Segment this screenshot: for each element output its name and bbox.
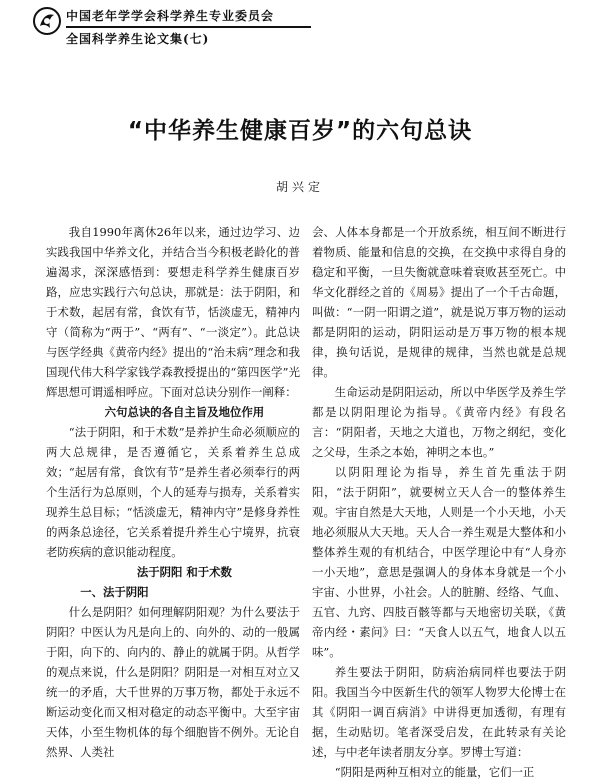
- article-title: “中华养生健康百岁”的六句总诀: [127, 118, 473, 144]
- header-divider: [66, 26, 311, 28]
- right-column: [312, 222, 566, 782]
- header-society-name: 中国老年学学会科学养生专业委员会: [66, 9, 275, 23]
- subsection-heading: 一、法于阴阳: [80, 585, 149, 599]
- paragraph: 会、人体本身都是一个开放系统，相互间不断进行着物质、能量和信息的交换，在交换中求得自身的稳定和平衡，一旦失衡就意味着衰败甚至死亡。中华文化群经之首的《周易》提出了一个千古命题，叫做：“一阴一阳谓之道”，就是说万事万物的运动都是阴阳的运动，阴阳运动是万事万物的根本规律，换句话说，是规律的规律，当然也就是总规律。: [312, 225, 566, 379]
- paragraph: 我自1990年离休26年以来，通过边学习、边实践我国中华养文化，并结合当今积极老龄化的普遍渴求，深深感悟到：要想走科学养生健康百岁路，应忠实践行六句总诀，那就是：法于阴阳，和于术数，起居有常，食饮有节，恬淡虚无，精神内守（简称为“两于”、“两有”、“一淡定”）。此总诀与医学经典《黄帝内经》提出的“治未病”理念和我国现代伟大科学家钱学森教授提出的“第四医学”光辉思想可谓遥相呼应。下面对总诀分别作一阐释：: [46, 225, 300, 399]
- paragraph: 生命运动是阴阳运动，所以中华医学及养生学都是以阴阳理论为指导。《黄帝内经》有段名言：“阴阳者，天地之大道也，万物之纲纪，变化之父母，生杀之本始，神明之本也。”: [312, 385, 566, 459]
- paragraph: “阴阳是两种互相对立的能量，它们一正: [334, 765, 535, 779]
- article-author: 胡兴定: [275, 180, 324, 194]
- paragraph: 以阴阳理论为指导，养生首先重法于阴阳，“法于阴阳”，就要树立天人合一的整体养生观。宇宙自然是大天地，人则是一个小天地，小天地必须服从大天地。天人合一养生观是大整体和小整体养生观的有机结合，中医学理论中有“人身亦一小天地”，意思是强调人的身体本身就是一个小宇宙、小世界，小社会。人的脏腑、经络、气血、五官、九窍、四肢百骸等都与天地密切关联，《黄帝内经・素问》曰：“天食人以五气，地食人以五味”。: [312, 465, 566, 659]
- left-column: [46, 222, 300, 762]
- paragraph: 什么是阴阳？如何理解阴阳观？为什么要法于阴阳？中医认为凡是向上的、向外的、动的一般属于阳，向下的、向内的、静止的就属于阴。从哲学的观点来说，什么是阴阳？阴阳是一对相互对立又统一的矛盾，大千世界的万事万物，都处于永远不断运动变化而又相对稳定的动态平衡中。大至宇宙天体，小至生物机体的每个细胞皆不例外。无论自然界、人类社: [46, 605, 300, 759]
- section-heading: 六句总诀的各自主旨及地位作用: [104, 405, 265, 419]
- paragraph: 养生要法于阴阳，防病治病同样也要法于阴阳。我国当今中医新生代的领军人物罗大伦博士在其《阴阳一调百病消》中讲得更加透彻，有理有据，生动贴切。笔者深受启发，在此转录有关论述，与中老年读者朋友分享。罗博士写道：: [312, 665, 566, 759]
- section-heading: 法于阴阳 和于术数: [136, 565, 232, 579]
- paragraph: “法于阴阳，和于术数”是养护生命必须顺应的两大总规律，是否遵循它，关系着养生总成效；“起居有常，食饮有节”是养生者必须奉行的两个生活行为总原则，个人的延寿与损寿，关系着实现养生总目标；“恬淡虚无，精神内守”是修身养性的两条总途径，它关系着提升养生心宁境界，抗衰老防疾病的意识能动程度。: [46, 425, 300, 559]
- header-collection-name: 全国科学养生论文集(七): [66, 32, 210, 46]
- society-emblem-icon: [32, 6, 62, 36]
